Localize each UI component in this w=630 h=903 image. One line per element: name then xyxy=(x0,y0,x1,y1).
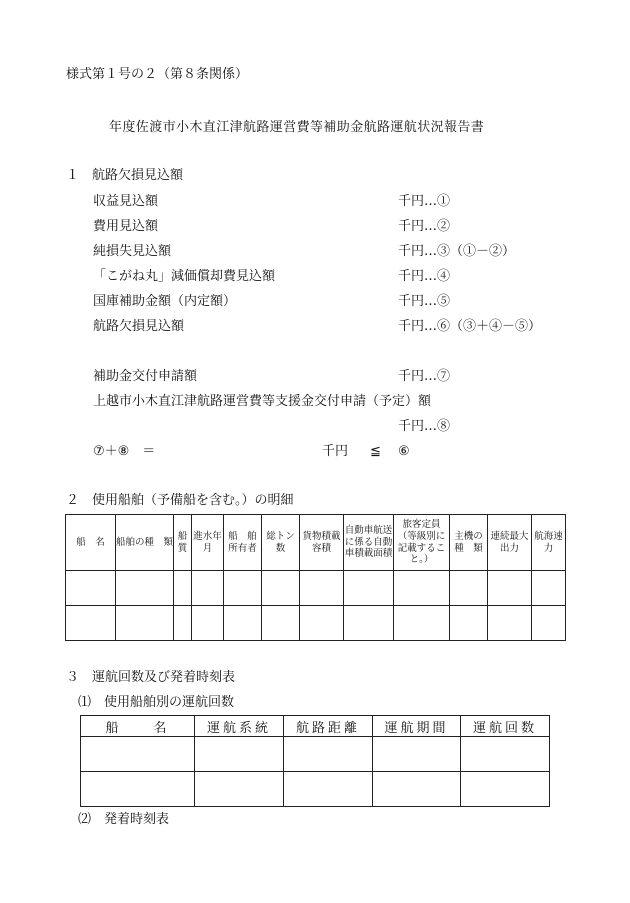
table-cell xyxy=(262,606,300,641)
table-row xyxy=(81,737,550,772)
table-cell xyxy=(224,571,262,606)
table-cell xyxy=(66,606,116,641)
document-title: 年度佐渡市小木直江津航路運営費等補助金航路運航状況報告書 xyxy=(109,120,485,135)
column-header: 進水年月 xyxy=(192,515,224,571)
column-header: 運航期間 xyxy=(373,716,461,737)
section3-sub2: ⑵ 発着時刻表 xyxy=(78,812,170,827)
item-label: 純損失見込額 xyxy=(93,244,172,259)
table-cell xyxy=(262,571,300,606)
table-cell xyxy=(284,737,373,772)
joetsu-label: 上越市小木直江津航路運営費等支援金交付申請（予定）額 xyxy=(93,394,432,409)
table-cell xyxy=(488,606,532,641)
table-cell xyxy=(394,571,450,606)
table-cell xyxy=(224,606,262,641)
column-header: 船 名 xyxy=(81,716,195,737)
formula-right: ⑥ xyxy=(398,444,410,459)
formula-left: ⑦＋⑧ ＝ xyxy=(93,444,156,459)
table-cell xyxy=(195,737,284,772)
subsidy-value: 千円…⑦ xyxy=(398,369,451,384)
table-cell xyxy=(461,737,550,772)
column-header: 主機の種 類 xyxy=(450,515,488,571)
table-cell xyxy=(300,571,344,606)
formula-operator: ≦ xyxy=(370,444,381,459)
table-cell xyxy=(81,737,195,772)
table-cell xyxy=(174,606,192,641)
section1-heading: １ 航路欠損見込額 xyxy=(66,168,184,183)
column-header: 連続最大出力 xyxy=(488,515,532,571)
section3-heading: ３ 運航回数及び発着時刻表 xyxy=(66,670,236,685)
column-header: 自動車航送に係る自動車積載面積 xyxy=(344,515,394,571)
column-header: 航路距離 xyxy=(284,716,373,737)
column-header: 運航回数 xyxy=(461,716,550,737)
item-label: 国庫補助金額（内定額） xyxy=(93,294,237,309)
formula-unit: 千円 xyxy=(322,444,349,459)
column-header: 旅客定員（等級別に記載すること。） xyxy=(394,515,450,571)
table-cell xyxy=(300,606,344,641)
table-cell xyxy=(116,606,174,641)
item-label: 「こがね丸」減価償却費見込額 xyxy=(93,269,276,284)
vessel-details-table xyxy=(65,514,566,641)
table-cell xyxy=(488,571,532,606)
table-cell xyxy=(450,606,488,641)
column-header: 船 名 xyxy=(66,515,116,571)
table-cell xyxy=(394,606,450,641)
column-header: 貨物積載容積 xyxy=(300,515,344,571)
table-cell xyxy=(461,772,550,807)
form-label: 様式第１号の２（第８条関係） xyxy=(66,67,249,82)
table-cell xyxy=(174,571,192,606)
table-row xyxy=(81,772,550,807)
table-cell xyxy=(195,772,284,807)
table-cell xyxy=(284,772,373,807)
column-header: 船 舶所有者 xyxy=(224,515,262,571)
table-row xyxy=(66,571,566,606)
table-cell xyxy=(81,772,195,807)
subsidy-label: 補助金交付申請額 xyxy=(93,369,198,384)
table-cell xyxy=(373,737,461,772)
table-header-row xyxy=(66,515,566,571)
item-value: 千円…④ xyxy=(398,269,451,284)
joetsu-value: 千円…⑧ xyxy=(398,419,451,434)
table-cell xyxy=(344,606,394,641)
column-header: 航海速力 xyxy=(532,515,566,571)
item-label: 収益見込額 xyxy=(93,194,159,209)
column-header: 運航系統 xyxy=(195,716,284,737)
operation-count-table xyxy=(80,715,550,807)
section3-sub1: ⑴ 使用船舶別の運航回数 xyxy=(78,695,235,710)
item-label: 費用見込額 xyxy=(93,219,159,234)
column-header: 総トン数 xyxy=(262,515,300,571)
item-label: 航路欠損見込額 xyxy=(93,319,185,334)
table-row xyxy=(66,606,566,641)
table-cell xyxy=(192,606,224,641)
column-header: 船舶の種 類 xyxy=(116,515,174,571)
table-cell xyxy=(116,571,174,606)
table-cell xyxy=(344,571,394,606)
item-value: 千円…① xyxy=(398,194,451,209)
item-value: 千円…⑤ xyxy=(398,294,451,309)
table-cell xyxy=(450,571,488,606)
section2-heading: ２ 使用船舶（予備船を含む。）の明細 xyxy=(66,493,294,508)
table-cell xyxy=(373,772,461,807)
table-header-row xyxy=(81,716,550,737)
table-cell xyxy=(66,571,116,606)
item-value: 千円…② xyxy=(398,219,451,234)
table-cell xyxy=(532,571,566,606)
table-cell xyxy=(192,571,224,606)
column-header: 船質 xyxy=(174,515,192,571)
item-value: 千円…③（①－②） xyxy=(398,244,516,259)
table-cell xyxy=(532,606,566,641)
item-value: 千円…⑥（③＋④－⑤） xyxy=(398,319,542,334)
